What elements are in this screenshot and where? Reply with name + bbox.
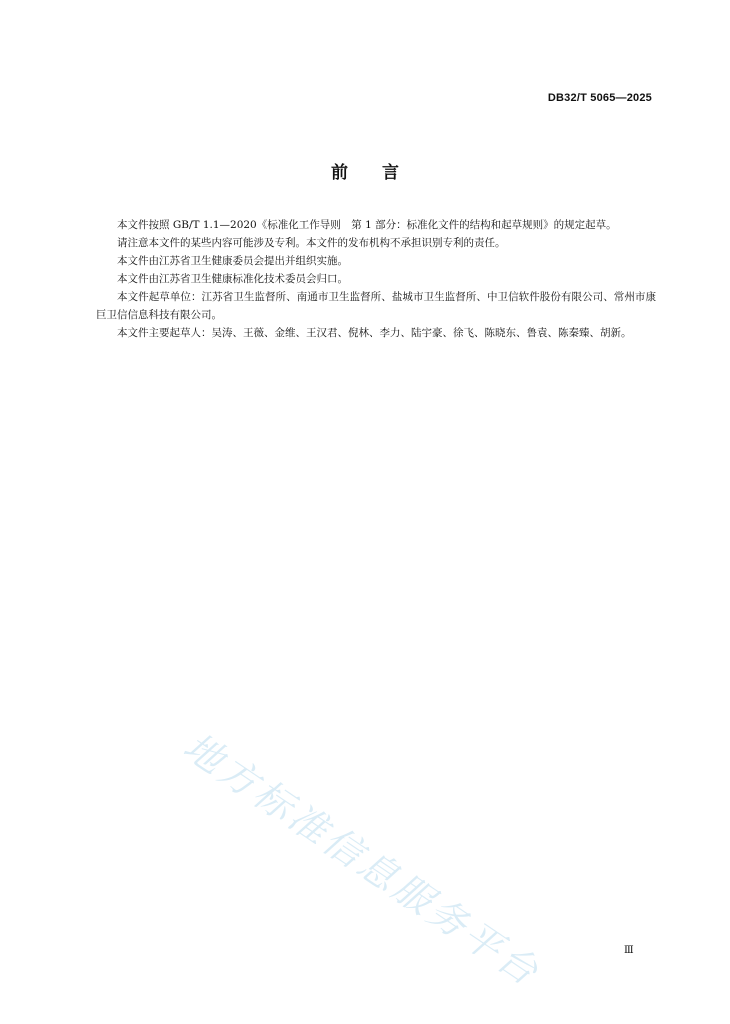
paragraph-patent-notice: 请注意本文件的某些内容可能涉及专利。本文件的发布机构不承担识别专利的责任。 (117, 237, 506, 249)
paragraph-centralized-by: 本文件由江苏省卫生健康标准化技术委员会归口。 (117, 273, 348, 285)
document-code: DB32/T 5065—2025 (547, 92, 652, 104)
paragraph-drafting-basis: 本文件按照 GB/T 1.1—2020《标准化工作导则 第 1 部分：标准化文件的结构和起草规则》的规定起草。 (117, 219, 617, 231)
page-title: 前言 (331, 163, 433, 183)
paragraph-drafting-units: 本文件起草单位：江苏省卫生监督所、南通市卫生监督所、盐城市卫生监督所、中卫信软件股份有限公司、常州市康巨卫信信息科技有限公司。 (96, 291, 656, 321)
paragraph-proposer: 本文件由江苏省卫生健康委员会提出并组织实施。 (117, 255, 348, 267)
watermark: 地方标准信息服务平台 (175, 724, 549, 996)
page-number: Ⅲ (624, 945, 634, 956)
foreword-body (96, 216, 656, 342)
paragraph-drafters: 本文件主要起草人：吴涛、王薇、金维、王汉君、倪林、李力、陆宇豪、徐飞、陈晓东、鲁袁、陈秦臻、胡新。 (117, 327, 632, 339)
